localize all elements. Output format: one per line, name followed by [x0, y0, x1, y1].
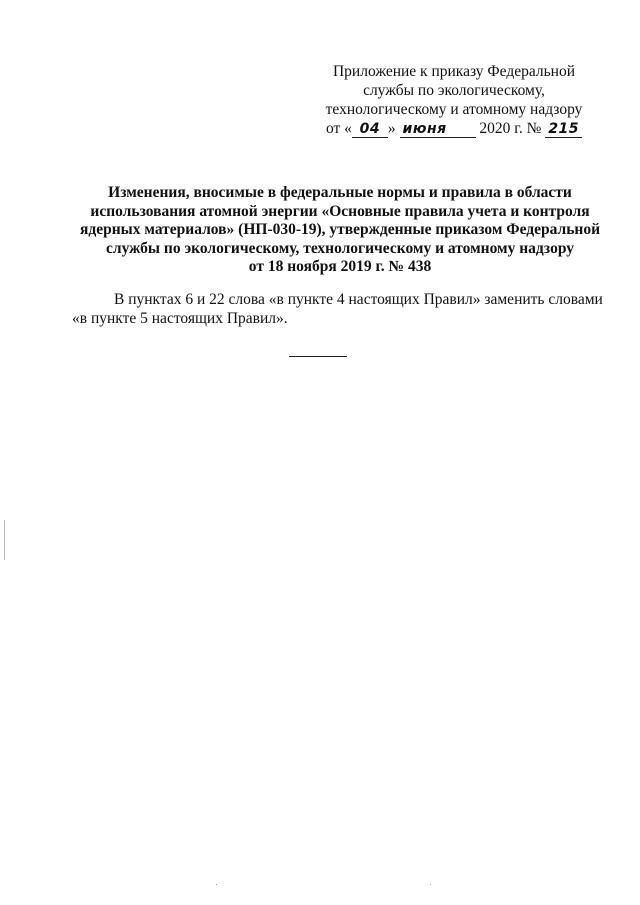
- scan-speck: [216, 884, 217, 885]
- date-year: 2020 г. №: [479, 120, 542, 137]
- title-line-4: службы по экологическому, технологическому и атомному надзору: [106, 239, 574, 257]
- body-paragraph: [72, 290, 612, 328]
- title-line-1: Изменения, вносимые в федеральные нормы и правила в области: [108, 184, 572, 201]
- scan-edge-mark: [4, 520, 5, 560]
- title-line-2: использования атомной энергии «Основные правила учета и контроля: [90, 202, 590, 220]
- scan-speck: [430, 884, 431, 885]
- appendix-date-line: [300, 119, 608, 138]
- date-prefix: от «: [325, 120, 352, 137]
- handwritten-month: июня: [400, 122, 476, 138]
- appendix-header: [300, 62, 608, 138]
- appendix-line-3: технологическому и атомному надзору: [325, 101, 583, 118]
- appendix-line-1: Приложение к приказу Федеральной: [332, 63, 575, 80]
- body-line-1: В пунктах 6 и 22 слова «в пункте 4 настоящих Правил» заменить словами: [114, 291, 603, 308]
- closing-divider: [289, 356, 347, 357]
- appendix-line-2: службы по экологическому,: [363, 82, 545, 99]
- body-line-2: «в пункте 5 настоящих Правил».: [72, 310, 288, 327]
- date-mid: »: [387, 120, 396, 137]
- title-line-3: ядерных материалов» (НП-030-19), утвержденные приказом Федеральной: [80, 221, 601, 238]
- title-line-5: от 18 ноября 2019 г. № 438: [248, 258, 432, 275]
- handwritten-order-number: 215: [545, 122, 582, 138]
- document-title: [80, 184, 600, 277]
- handwritten-day: 04: [352, 122, 388, 138]
